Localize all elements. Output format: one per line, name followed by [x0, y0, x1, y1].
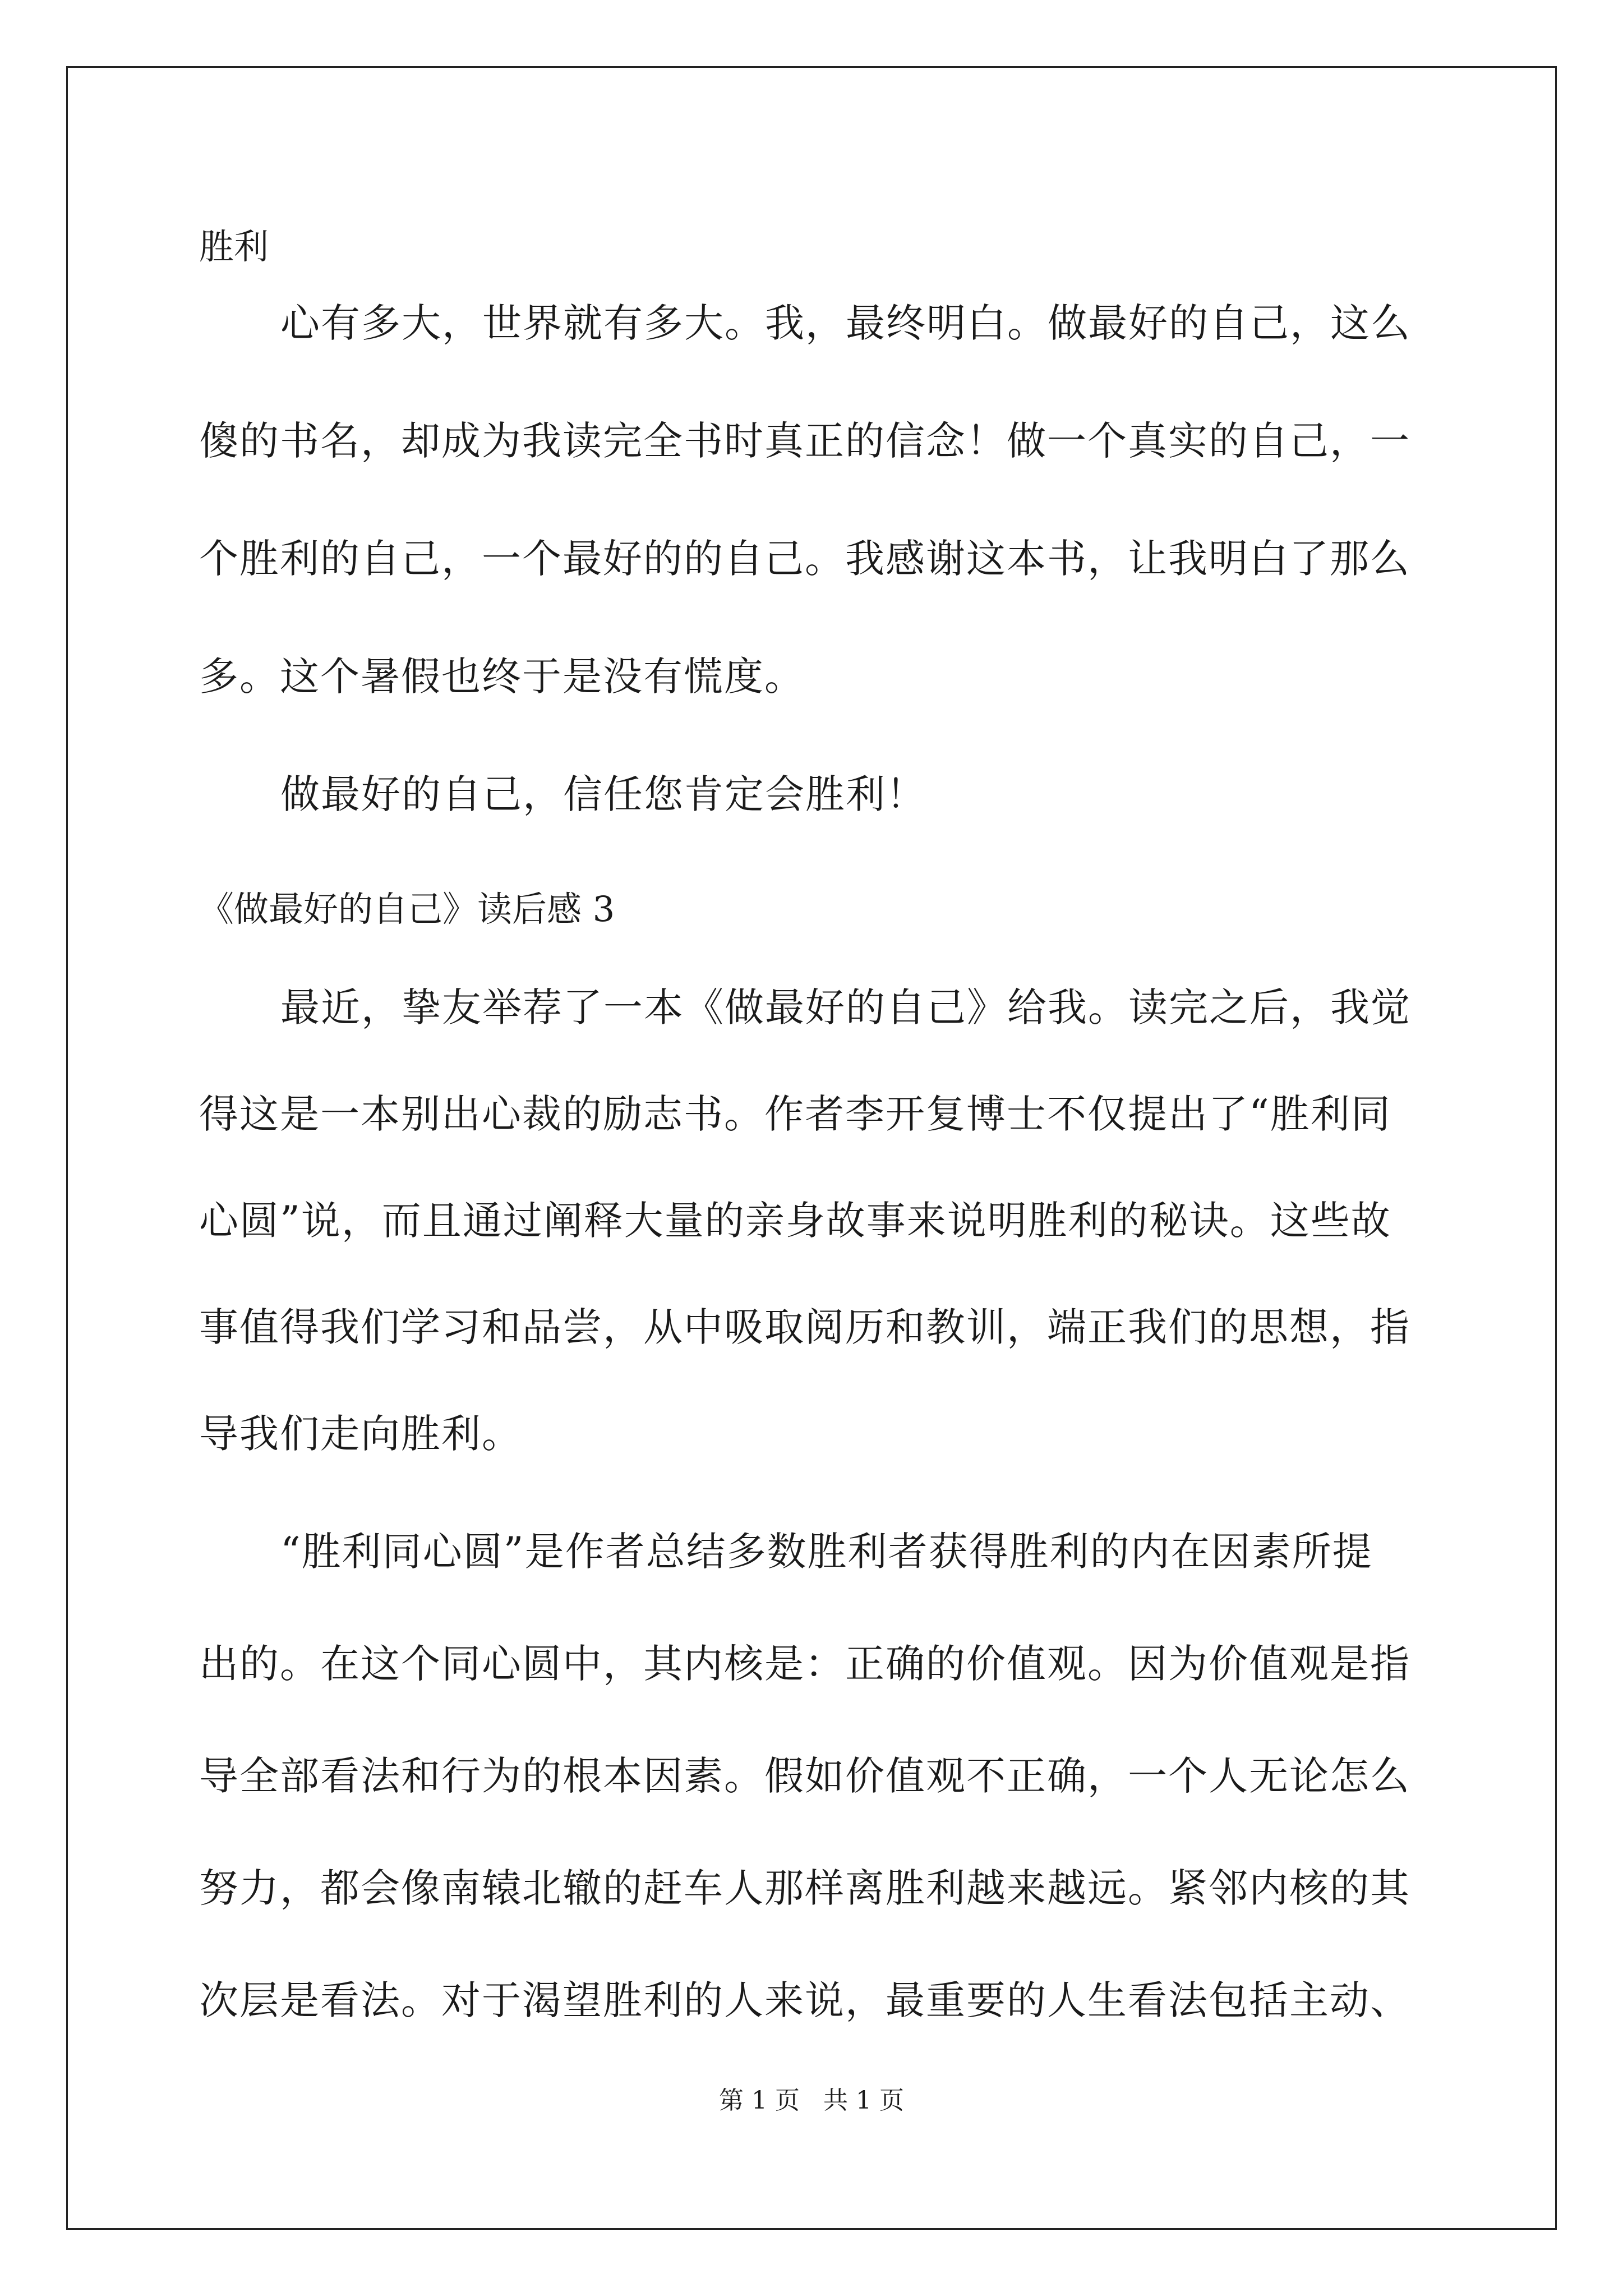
- paragraph-line: 次层是看法。对于渴望胜利的人来说，最重要的人生看法包括主动、: [199, 1977, 1410, 2023]
- paragraph-line: 心有多大，世界就有多大。我，最终明白。做最好的自己，这么: [280, 300, 1411, 346]
- page-number-footer: 第 1 页 共 1 页: [719, 2086, 904, 2115]
- paragraph-line: 出的。在这个同心圆中，其内核是：正确的价值观。因为价值观是指: [199, 1641, 1410, 1687]
- paragraph-line: 傻的书名，却成为我读完全书时真正的信念！做一个真实的自己，一: [199, 418, 1410, 464]
- paragraph-line: 最近，挚友举荐了一本《做最好的自己》给我。读完之后，我觉: [280, 984, 1411, 1030]
- fragment-heading: 胜利: [199, 226, 269, 267]
- paragraph-line: 努力，都会像南辕北辙的赶车人那样离胜利越来越远。紧邻内核的其: [199, 1865, 1410, 1911]
- paragraph-line: 导我们走向胜利。: [199, 1411, 522, 1457]
- paragraph-line: 事值得我们学习和品尝，从中吸取阅历和教训，端正我们的思想，指: [199, 1304, 1410, 1350]
- paragraph-line: 导全部看法和行为的根本因素。假如价值观不正确，一个人无论怎么: [199, 1753, 1410, 1799]
- section-title: 《做最好的自己》读后感 3: [199, 889, 615, 930]
- paragraph-line: 个胜利的自己，一个最好的的自己。我感谢这本书，让我明白了那么: [199, 536, 1410, 582]
- paragraph-line: 多。这个暑假也终于是没有慌度。: [199, 654, 805, 700]
- paragraph-line: 心圆”说，而且通过阐释大量的亲身故事来说明胜利的秘诀。这些故: [199, 1198, 1391, 1244]
- paragraph-line: 得这是一本别出心裁的励志书。作者李开复博士不仅提出了“胜利同: [199, 1091, 1391, 1137]
- paragraph-line: “胜利同心圆”是作者总结多数胜利者获得胜利的内在因素所提: [280, 1529, 1373, 1575]
- paragraph-line: 做最好的自己，信任您肯定会胜利！: [280, 771, 926, 817]
